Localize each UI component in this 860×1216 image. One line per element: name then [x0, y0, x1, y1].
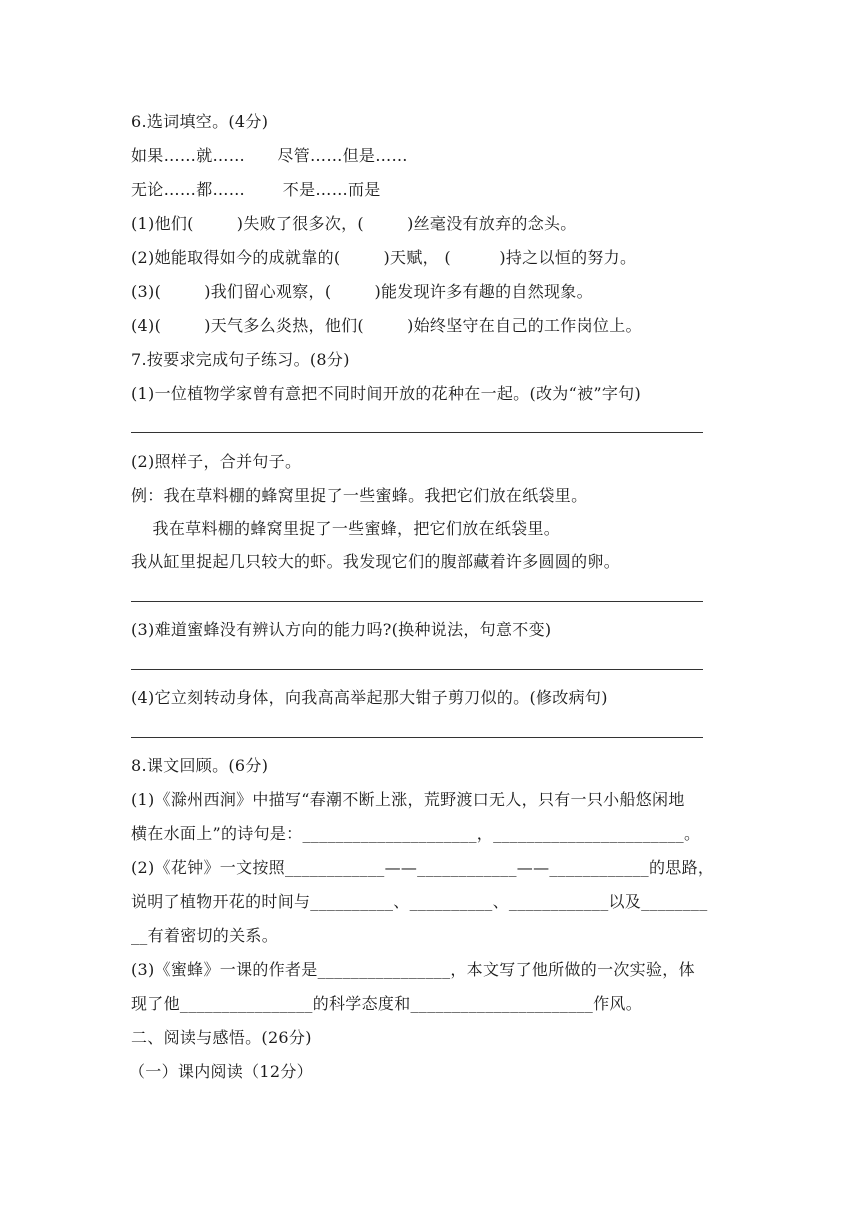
q7-item-3: (3)难道蜜蜂没有辨认方向的能力吗?(换种说法，句意不变)	[131, 620, 552, 639]
answer-line	[131, 669, 703, 670]
q8-item-1-line-1: (1)《滁州西涧》中描写“春潮不断上涨，荒野渡口无人，只有一只小船悠闲地	[131, 790, 685, 809]
q6-item-2: (2)她能取得如今的成就靠的( )天赋， ( )持之以恒的努力。	[131, 248, 637, 267]
q6-options-row-1: 如果……就…… 尽管……但是……	[131, 146, 408, 165]
q8-title: 8.课文回顾。(6分)	[131, 756, 269, 775]
q6-item-4: (4)( )天气多么炎热，他们( )始终坚守在自己的工作岗位上。	[131, 316, 642, 335]
answer-line	[131, 601, 703, 602]
q7-item-4: (4)它立刻转动身体，向我高高举起那大钳子剪刀似的。(修改病句)	[131, 688, 608, 707]
q8-item-2-line-1: (2)《花钟》一文按照____________——____________——____________的思路，	[131, 858, 715, 877]
q7-example-1: 例：我在草料棚的蜂窝里捉了一些蜜蜂。我把它们放在纸袋里。	[131, 486, 588, 505]
q7-item-1: (1)一位植物学家曾有意把不同时间开放的花种在一起。(改为“被”字句)	[131, 384, 642, 403]
answer-line	[131, 432, 703, 433]
q8-item-2-line-3: __有着密切的关系。	[131, 926, 279, 945]
answer-line	[131, 737, 703, 738]
q6-options-row-2: 无论……都…… 不是……而是	[131, 180, 381, 199]
q6-title: 6.选词填空。(4分)	[131, 112, 269, 131]
q6-item-3: (3)( )我们留心观察，( )能发现许多有趣的自然现象。	[131, 282, 593, 301]
q7-item-2-task: 我从缸里捉起几只较大的虾。我发现它们的腹部藏着许多圆圆的卵。	[131, 552, 621, 571]
q8-item-3-line-2: 现了他________________的科学态度和______________________作风。	[131, 994, 642, 1013]
section-2-title: 二、阅读与感悟。(26分)	[131, 1028, 312, 1047]
q7-example-2: 我在草料棚的蜂窝里捉了一些蜜蜂，把它们放在纸袋里。	[131, 519, 561, 538]
q6-item-1: (1)他们( )失败了很多次，( )丝毫没有放弃的念头。	[131, 214, 577, 233]
q8-item-3-line-1: (3)《蜜蜂》一课的作者是________________，本文写了他所做的一次实验，体	[131, 960, 695, 979]
q8-item-1-line-2: 横在水面上”的诗句是：_____________________，_______________________。	[131, 824, 701, 843]
q7-title: 7.按要求完成句子练习。(8分)	[131, 350, 350, 369]
section-2-subtitle: （一）课内阅读（12分）	[129, 1062, 313, 1081]
q8-item-2-line-2: 说明了植物开花的时间与__________、__________、____________以及________	[131, 892, 708, 911]
q7-item-2: (2)照样子，合并句子。	[131, 452, 302, 471]
